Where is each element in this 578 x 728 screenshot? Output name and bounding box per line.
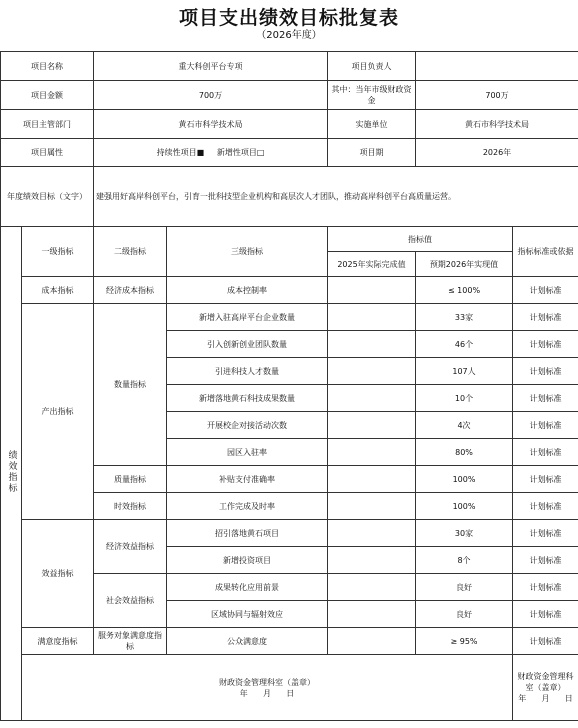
indicator-actual bbox=[328, 412, 416, 439]
indicator-actual bbox=[328, 331, 416, 358]
date-month: 月 bbox=[541, 694, 550, 703]
info-row-attr bbox=[1, 139, 578, 167]
table-row bbox=[1, 628, 578, 655]
fund-value: 700万 bbox=[416, 81, 578, 110]
indicator-basis: 计划标准 bbox=[513, 601, 578, 628]
indicator-expected: 8个 bbox=[416, 547, 513, 574]
table-row bbox=[1, 277, 578, 304]
level1-satisfaction: 满意度指标 bbox=[22, 628, 94, 655]
signature-left-date bbox=[24, 688, 510, 699]
owner-label: 项目负责人 bbox=[328, 52, 416, 81]
indicator-actual bbox=[328, 466, 416, 493]
header-level3: 三级指标 bbox=[167, 227, 328, 277]
unit-value: 黄石市科学技术局 bbox=[416, 110, 578, 139]
level2-cost: 经济成本指标 bbox=[94, 277, 167, 304]
level1-output: 产出指标 bbox=[22, 304, 94, 520]
indicator-name: 新增入驻高岸平台企业数量 bbox=[167, 304, 328, 331]
level2-social: 社会效益指标 bbox=[94, 574, 167, 628]
indicator-actual bbox=[328, 385, 416, 412]
indicator-expected: 46个 bbox=[416, 331, 513, 358]
period-value: 2026年 bbox=[416, 139, 578, 167]
attr-continuing-label: 持续性项目 bbox=[156, 148, 197, 157]
header-actual: 2025年实际完成值 bbox=[328, 252, 416, 277]
indicator-actual bbox=[328, 358, 416, 385]
indicator-actual bbox=[328, 304, 416, 331]
indicator-name: 成果转化应用前景 bbox=[167, 574, 328, 601]
indicator-name: 园区入驻率 bbox=[167, 439, 328, 466]
unit-label: 实施单位 bbox=[328, 110, 416, 139]
indicator-expected: 33家 bbox=[416, 304, 513, 331]
indicator-name: 公众满意度 bbox=[167, 628, 328, 655]
page-subtitle: （2026年度） bbox=[256, 30, 322, 41]
indicator-name: 引进科技人才数量 bbox=[167, 358, 328, 385]
date-day: 日 bbox=[564, 694, 573, 703]
indicator-actual bbox=[328, 520, 416, 547]
header-basis: 指标标准或依据 bbox=[513, 227, 578, 277]
indicator-basis: 计划标准 bbox=[513, 574, 578, 601]
indicator-actual bbox=[328, 493, 416, 520]
indicator-basis: 计划标准 bbox=[513, 277, 578, 304]
indicator-name: 区域协同与辐射效应 bbox=[167, 601, 328, 628]
signature-row bbox=[1, 655, 578, 721]
signature-left bbox=[22, 655, 513, 721]
attr-continuing-checkbox: ■ bbox=[196, 148, 205, 157]
indicators-side-label: 绩效指标 bbox=[1, 227, 22, 721]
level2-time: 时效指标 bbox=[94, 493, 167, 520]
indicator-expected: 良好 bbox=[416, 574, 513, 601]
indicator-actual bbox=[328, 574, 416, 601]
goal-row bbox=[1, 167, 578, 227]
signature-right bbox=[513, 655, 578, 721]
level2-quantity: 数量指标 bbox=[94, 304, 167, 466]
info-row-name bbox=[1, 52, 578, 81]
indicator-expected: 10个 bbox=[416, 385, 513, 412]
indicator-header-row-1 bbox=[1, 227, 578, 252]
indicator-basis: 计划标准 bbox=[513, 412, 578, 439]
indicator-name: 补贴支付准确率 bbox=[167, 466, 328, 493]
approval-table bbox=[0, 51, 578, 721]
header-expected: 预期2026年实现值 bbox=[416, 252, 513, 277]
indicator-actual bbox=[328, 547, 416, 574]
attr-value bbox=[94, 139, 328, 167]
level1-benefit: 效益指标 bbox=[22, 520, 94, 628]
indicator-actual bbox=[328, 601, 416, 628]
indicator-expected: 30家 bbox=[416, 520, 513, 547]
header-value: 指标值 bbox=[328, 227, 513, 252]
indicator-actual bbox=[328, 628, 416, 655]
project-name-label: 项目名称 bbox=[1, 52, 94, 81]
level2-econ: 经济效益指标 bbox=[94, 520, 167, 574]
level2-satisfaction: 服务对象满意度指标 bbox=[94, 628, 167, 655]
indicator-basis: 计划标准 bbox=[513, 385, 578, 412]
indicator-actual bbox=[328, 277, 416, 304]
indicator-basis: 计划标准 bbox=[513, 439, 578, 466]
signature-right-org: 财政资金管理科室（盖章） bbox=[517, 672, 574, 692]
attr-new-label: 新增性项目 bbox=[216, 148, 257, 157]
indicator-name: 开展校企对接活动次数 bbox=[167, 412, 328, 439]
indicator-basis: 计划标准 bbox=[513, 466, 578, 493]
fund-label: 其中：当年市级财政资金 bbox=[328, 81, 416, 110]
indicator-basis: 计划标准 bbox=[513, 493, 578, 520]
amount-value: 700万 bbox=[94, 81, 328, 110]
table-row bbox=[1, 520, 578, 547]
indicator-expected: 100% bbox=[416, 493, 513, 520]
info-row-dept bbox=[1, 110, 578, 139]
indicator-expected: 良好 bbox=[416, 601, 513, 628]
date-month: 月 bbox=[263, 688, 271, 698]
signature-left-org: 财政资金管理科室（盖章） bbox=[219, 677, 315, 687]
indicator-actual bbox=[328, 439, 416, 466]
header-level1: 一级指标 bbox=[22, 227, 94, 277]
attr-new-checkbox: □ bbox=[256, 148, 265, 157]
indicator-name: 工作完成及时率 bbox=[167, 493, 328, 520]
owner-value bbox=[416, 52, 578, 81]
indicator-expected: 100% bbox=[416, 466, 513, 493]
indicator-basis: 计划标准 bbox=[513, 331, 578, 358]
indicator-basis: 计划标准 bbox=[513, 547, 578, 574]
indicator-expected: ≥ 95% bbox=[416, 628, 513, 655]
level2-quality: 质量指标 bbox=[94, 466, 167, 493]
date-day: 日 bbox=[286, 688, 295, 698]
signature-right-date bbox=[515, 693, 576, 704]
amount-label: 项目金额 bbox=[1, 81, 94, 110]
indicator-basis: 计划标准 bbox=[513, 628, 578, 655]
indicator-expected: 80% bbox=[416, 439, 513, 466]
attr-label: 项目属性 bbox=[1, 139, 94, 167]
indicator-basis: 计划标准 bbox=[513, 358, 578, 385]
goal-text: 建强用好高岸科创平台，引育一批科技型企业机构和高层次人才团队，推动高岸科创平台高质量运营。 bbox=[94, 167, 578, 227]
period-label: 项目期 bbox=[328, 139, 416, 167]
info-row-amount bbox=[1, 81, 578, 110]
goal-label: 年度绩效目标（文字） bbox=[1, 167, 94, 227]
level1-cost: 成本指标 bbox=[22, 277, 94, 304]
indicator-name: 招引落地黄石项目 bbox=[167, 520, 328, 547]
indicator-name: 成本控制率 bbox=[167, 277, 328, 304]
project-name-value: 重大科创平台专项 bbox=[94, 52, 328, 81]
indicator-basis: 计划标准 bbox=[513, 304, 578, 331]
indicator-expected: ≤ 100% bbox=[416, 277, 513, 304]
table-row bbox=[1, 304, 578, 331]
date-year: 年 bbox=[239, 688, 248, 698]
indicator-name: 引入创新创业团队数量 bbox=[167, 331, 328, 358]
page-title: 项目支出绩效目标批复表 bbox=[178, 7, 399, 29]
indicator-name: 新增落地黄石科技成果数量 bbox=[167, 385, 328, 412]
dept-label: 项目主管部门 bbox=[1, 110, 94, 139]
dept-value: 黄石市科学技术局 bbox=[94, 110, 328, 139]
indicator-expected: 107人 bbox=[416, 358, 513, 385]
date-year: 年 bbox=[518, 694, 527, 703]
indicator-name: 新增投资项目 bbox=[167, 547, 328, 574]
indicator-basis: 计划标准 bbox=[513, 520, 578, 547]
header-level2: 二级指标 bbox=[94, 227, 167, 277]
indicator-expected: 4次 bbox=[416, 412, 513, 439]
